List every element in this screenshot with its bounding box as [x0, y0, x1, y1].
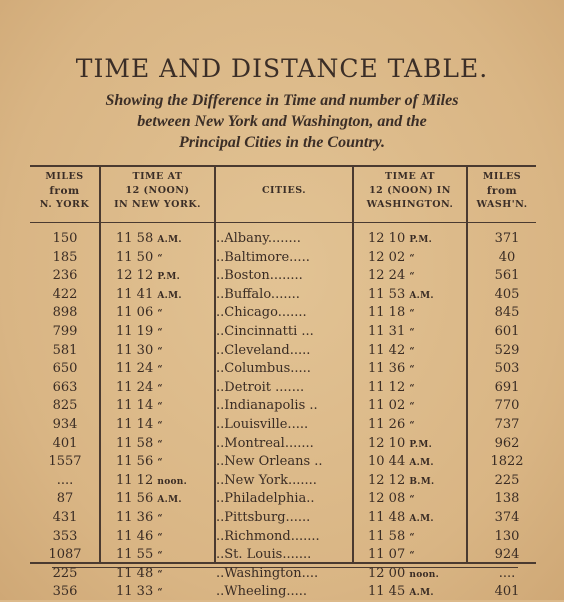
- miles-from-washington: 40: [498, 249, 516, 265]
- header-line: from: [49, 185, 80, 197]
- time-in-washington: [368, 472, 434, 491]
- time-suffix: P.M.: [409, 235, 433, 245]
- time-suffix: noon.: [409, 569, 440, 580]
- time-suffix: “: [409, 532, 415, 543]
- time-value: 11 46: [116, 528, 154, 544]
- time-in-new-york: [116, 490, 182, 509]
- miles-from-ny: 431: [52, 510, 78, 525]
- table-top-rule: [30, 165, 536, 167]
- miles-from-washington: 1822: [490, 454, 524, 470]
- time-in-new-york: [116, 453, 163, 472]
- miles-from-ny: 663: [52, 379, 78, 395]
- table-row: [0, 342, 564, 360]
- city-name: ..Baltimore.....: [216, 249, 310, 265]
- time-value: 11 50: [116, 249, 154, 265]
- time-in-washington: [368, 267, 415, 286]
- miles-from-washington: 529: [494, 342, 520, 358]
- time-value: 11 33: [116, 584, 154, 600]
- time-in-washington: [368, 342, 415, 361]
- miles-from-ny: 650: [52, 361, 78, 377]
- time-suffix: A.M.: [157, 235, 182, 245]
- miles-from-ny: 225: [52, 565, 78, 581]
- time-value: 11 42: [368, 342, 406, 358]
- miles-from-ny: 581: [52, 342, 78, 358]
- time-suffix: A.M.: [409, 290, 434, 301]
- time-suffix: “: [409, 328, 415, 338]
- time-value: 11 07: [368, 547, 406, 563]
- header-line: CITIES.: [261, 185, 307, 196]
- time-value: 11 24: [116, 379, 154, 395]
- header-line: MILES: [482, 171, 522, 182]
- header-line: TIME AT: [132, 171, 183, 182]
- time-suffix: “: [409, 551, 415, 562]
- time-in-new-york: [116, 435, 163, 454]
- city-name: ..Buffalo.......: [216, 286, 300, 302]
- time-suffix: “: [157, 569, 163, 580]
- time-value: 10 44: [368, 454, 406, 470]
- miles-from-ny: 1557: [48, 454, 82, 470]
- time-in-washington: [368, 397, 415, 416]
- table-row: [0, 509, 564, 527]
- miles-from-washington: 371: [494, 231, 520, 246]
- miles-from-ny: 898: [52, 305, 78, 321]
- miles-from-ny: 185: [52, 249, 78, 265]
- time-suffix: “: [157, 458, 163, 469]
- time-in-new-york: [116, 304, 163, 323]
- time-value: 11 56: [116, 454, 154, 470]
- time-value: 11 36: [116, 510, 154, 525]
- city-name: ..New York.......: [216, 472, 317, 488]
- time-in-washington: [368, 304, 415, 323]
- time-in-new-york: [116, 342, 163, 361]
- miles-from-washington: 138: [494, 491, 520, 507]
- miles-from-washington: 130: [494, 528, 520, 544]
- time-in-washington: [368, 583, 434, 602]
- miles-from-ny: 353: [52, 528, 78, 544]
- time-suffix: “: [157, 365, 163, 376]
- miles-from-ny: 236: [52, 268, 78, 284]
- miles-from-washington: 561: [494, 268, 520, 284]
- time-value: 11 53: [368, 286, 406, 302]
- miles-from-washington: 691: [494, 379, 520, 395]
- time-value: 12 08: [368, 491, 406, 507]
- time-in-new-york: [116, 397, 163, 416]
- time-value: 11 36: [368, 361, 406, 377]
- time-suffix: P.M.: [157, 272, 181, 283]
- time-value: 11 58: [368, 528, 406, 544]
- miles-from-ny: 87: [56, 491, 74, 507]
- time-in-new-york: [116, 360, 163, 379]
- time-suffix: A.M.: [157, 290, 182, 301]
- miles-from-washington: 845: [494, 305, 520, 321]
- time-suffix: “: [409, 309, 415, 320]
- header-line: N. YORK: [39, 199, 90, 210]
- time-in-washington: [368, 546, 415, 565]
- time-value: 12 02: [368, 249, 406, 265]
- time-value: 11 12: [368, 379, 406, 395]
- city-name: ..Richmond.......: [216, 528, 320, 544]
- city-name: ..St. Louis.......: [216, 547, 312, 563]
- miles-from-washington: 374: [494, 510, 520, 525]
- time-in-washington: [368, 453, 434, 472]
- miles-from-ny: 825: [52, 398, 78, 414]
- table-row: [0, 267, 564, 285]
- time-value: 11 02: [368, 398, 406, 414]
- time-suffix: “: [157, 588, 163, 599]
- table-row: [0, 230, 564, 248]
- city-name: ..Indianapolis ..: [216, 398, 318, 414]
- table-row: [0, 286, 564, 304]
- time-suffix: “: [157, 402, 163, 413]
- table-row: [0, 416, 564, 434]
- time-suffix: A.M.: [409, 458, 434, 469]
- time-value: 11 48: [368, 510, 406, 525]
- time-suffix: “: [157, 551, 163, 562]
- table-row: [0, 546, 564, 564]
- city-name: ..Cincinnatti ...: [216, 324, 314, 339]
- table-row: [0, 583, 564, 601]
- time-in-new-york: [116, 528, 163, 547]
- time-suffix: “: [157, 421, 163, 431]
- time-suffix: “: [157, 514, 163, 524]
- time-value: 12 00: [368, 565, 406, 581]
- time-in-new-york: [116, 286, 182, 305]
- miles-from-washington: 962: [494, 435, 520, 451]
- time-in-washington: [368, 528, 415, 547]
- table-row: [0, 323, 564, 341]
- city-name: ..Washington....: [216, 565, 319, 581]
- miles-from-ny: 799: [52, 324, 78, 339]
- miles-from-ny: ....: [56, 472, 74, 488]
- time-suffix: “: [157, 346, 163, 357]
- header-line: IN NEW YORK.: [114, 199, 201, 210]
- page-title: TIME AND DISTANCE TABLE.: [75, 54, 489, 83]
- city-name: ..New Orleans ..: [216, 454, 323, 470]
- miles-from-washington: 405: [494, 286, 520, 302]
- city-name: ..Louisville.....: [216, 417, 309, 432]
- miles-from-washington: 503: [494, 361, 520, 377]
- time-value: 12 24: [368, 268, 406, 284]
- time-suffix: “: [157, 253, 163, 264]
- time-in-washington: [368, 360, 415, 379]
- header-cities: [216, 184, 352, 198]
- time-suffix: B.M.: [409, 476, 435, 487]
- subtitle-line: between New York and Washington, and the: [137, 113, 427, 130]
- time-value: 12 10: [368, 435, 406, 451]
- miles-from-washington: 770: [494, 398, 520, 414]
- miles-from-washington: ....: [498, 565, 516, 581]
- time-value: 11 06: [116, 305, 154, 321]
- time-in-new-york: [116, 565, 163, 584]
- header-line: from: [486, 185, 518, 197]
- time-value: 11 30: [116, 342, 154, 358]
- table-row: [0, 379, 564, 397]
- city-name: ..Montreal.......: [216, 435, 314, 451]
- table-row: [0, 397, 564, 415]
- miles-from-ny: 150: [52, 231, 78, 246]
- header-line: MILES: [45, 171, 84, 182]
- time-value: 11 26: [368, 417, 406, 432]
- time-in-new-york: [116, 416, 163, 435]
- city-name: ..Cleveland.....: [216, 342, 311, 358]
- subtitle-line: Principal Cities in the Country.: [178, 134, 386, 151]
- header-bottom-rule: [30, 222, 536, 223]
- miles-from-washington: 924: [494, 547, 520, 563]
- time-suffix: “: [409, 253, 415, 264]
- time-in-washington: [368, 379, 415, 398]
- header-time-washington: [354, 170, 466, 212]
- header-time-ny: [101, 170, 214, 212]
- time-suffix: “: [157, 309, 163, 320]
- time-suffix: “: [409, 495, 415, 506]
- time-value: 11 55: [116, 547, 154, 563]
- time-suffix: A.M.: [409, 514, 434, 524]
- city-name: ..Columbus.....: [216, 361, 311, 377]
- miles-from-washington: 601: [494, 324, 520, 339]
- time-suffix: “: [409, 365, 415, 376]
- time-value: 12 10: [368, 231, 406, 246]
- time-suffix: P.M.: [409, 439, 433, 450]
- time-suffix: “: [409, 402, 415, 413]
- header-line: 12 (NOON) IN: [369, 185, 451, 196]
- table-row: [0, 304, 564, 322]
- time-in-washington: [368, 435, 432, 454]
- city-name: ..Albany........: [216, 231, 301, 246]
- time-in-washington: [368, 416, 415, 435]
- miles-from-ny: 1087: [48, 547, 82, 563]
- city-name: ..Detroit .......: [216, 379, 305, 395]
- time-in-washington: [368, 286, 434, 305]
- time-value: 11 41: [116, 286, 154, 302]
- header-line: WASHINGTON.: [366, 199, 454, 210]
- table-row: [0, 249, 564, 267]
- time-in-new-york: [116, 230, 182, 249]
- time-value: 11 18: [368, 305, 406, 321]
- time-in-washington: [368, 249, 415, 268]
- time-value: 11 58: [116, 231, 154, 246]
- time-in-washington: [368, 490, 415, 509]
- city-name: ..Boston........: [216, 268, 303, 284]
- miles-from-ny: 422: [52, 286, 78, 302]
- table-row: [0, 453, 564, 471]
- header-miles-from-wash: [468, 170, 536, 212]
- time-suffix: “: [409, 383, 415, 394]
- table-row: [0, 528, 564, 546]
- time-value: 11 48: [116, 565, 154, 581]
- time-value: 11 14: [116, 398, 154, 414]
- time-in-washington: [368, 565, 439, 584]
- time-in-new-york: [116, 267, 180, 286]
- time-in-new-york: [116, 583, 163, 602]
- time-suffix: noon.: [157, 476, 188, 487]
- city-name: ..Wheeling.....: [216, 584, 308, 600]
- header-line: WASH'N.: [476, 199, 528, 210]
- time-suffix: A.M.: [157, 495, 182, 506]
- time-in-new-york: [116, 546, 163, 565]
- city-name: ..Pittsburg......: [216, 510, 311, 525]
- time-value: 11 31: [368, 324, 406, 339]
- table-row: [0, 490, 564, 508]
- time-suffix: “: [157, 439, 163, 450]
- table-row: [0, 565, 564, 583]
- table-row: [0, 435, 564, 453]
- miles-from-washington: 225: [494, 472, 520, 488]
- time-suffix: “: [157, 532, 163, 543]
- header-miles-from-ny: [30, 170, 99, 212]
- table-row: [0, 360, 564, 378]
- time-suffix: “: [157, 383, 163, 394]
- time-value: 11 58: [116, 435, 154, 451]
- time-suffix: “: [409, 346, 415, 357]
- time-suffix: “: [409, 272, 415, 283]
- time-value: 12 12: [368, 472, 406, 488]
- miles-from-ny: 401: [52, 435, 78, 451]
- time-in-new-york: [116, 509, 163, 528]
- time-value: 11 14: [116, 417, 154, 432]
- time-suffix: A.M.: [409, 588, 434, 599]
- header-line: TIME AT: [385, 171, 435, 182]
- miles-from-ny: 356: [52, 584, 78, 600]
- table-row: [0, 472, 564, 490]
- miles-from-washington: 737: [494, 417, 520, 432]
- page-subtitle: [0, 90, 564, 153]
- time-value: 11 19: [116, 324, 154, 339]
- miles-from-ny: 934: [52, 417, 78, 432]
- time-in-new-york: [116, 249, 163, 268]
- city-name: ..Philadelphia..: [216, 491, 315, 507]
- header-line: 12 (NOON): [125, 185, 190, 196]
- time-in-new-york: [116, 379, 163, 398]
- time-suffix: “: [409, 421, 415, 431]
- time-value: 11 12: [116, 472, 154, 488]
- time-value: 11 24: [116, 361, 154, 377]
- subtitle-line: Showing the Difference in Time and number of Miles: [105, 92, 459, 109]
- time-in-washington: [368, 230, 432, 249]
- time-suffix: “: [157, 328, 163, 338]
- time-in-washington: [368, 323, 415, 342]
- time-in-new-york: [116, 323, 163, 342]
- miles-from-washington: 401: [494, 584, 520, 600]
- time-value: 12 12: [116, 268, 154, 284]
- time-value: 11 56: [116, 491, 154, 507]
- time-in-new-york: [116, 472, 187, 491]
- time-value: 11 45: [368, 584, 406, 600]
- time-in-washington: [368, 509, 434, 528]
- city-name: ..Chicago.......: [216, 305, 307, 321]
